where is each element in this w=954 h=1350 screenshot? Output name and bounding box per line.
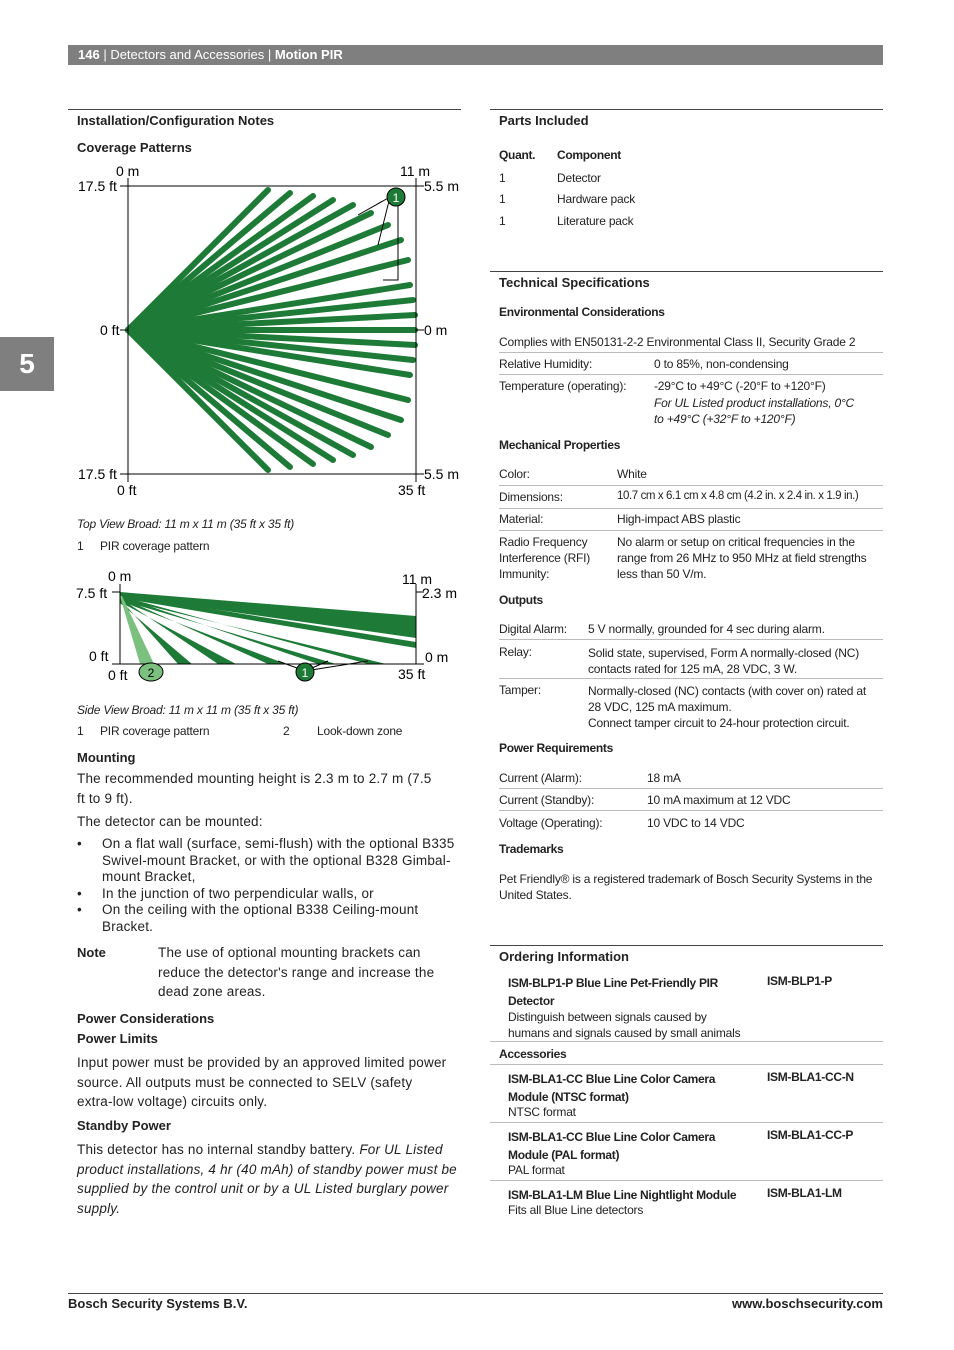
divider (490, 271, 883, 272)
spec-label: Material: (499, 512, 544, 526)
mounting-title: Mounting (77, 750, 136, 765)
order-name: ISM-BLA1-CC Blue Line Color Camera Module (PAL format) (508, 1130, 716, 1162)
label: 11 m (400, 163, 431, 179)
divider (490, 109, 883, 110)
spec-label: Relative Humidity: (499, 357, 593, 371)
page-header: 146 | Detectors and Accessories | Motion PIR (68, 45, 883, 65)
standby-text-italic: For UL Listed product installations, 4 hr (40 mAh) of standby power must be supplied by the control unit or by a UL Listed burglary power supply. (77, 1142, 457, 1216)
label: 0 m (116, 163, 140, 179)
marker-1-label: 1 (392, 191, 400, 205)
spec-label: Current (Alarm): (499, 771, 582, 785)
spec-value: -29°C to +49°C (-20°F to +120°F) (654, 379, 826, 393)
side-view-caption: Side View Broad: 11 m x 11 m (35 ft x 35 ft) (77, 703, 299, 717)
legend-num: 1 (77, 539, 84, 553)
spec-label: Temperature (operating): (499, 379, 627, 393)
label: 0 ft (89, 648, 109, 664)
spec-row (499, 770, 883, 789)
spec-value: Solid state, supervised, Form A normally-closed (NC) contacts rated for 125 mA, 28 VDC, 3 W. (588, 646, 860, 676)
note-label: Note (77, 945, 106, 960)
env-title: Environmental Considerations (499, 305, 665, 319)
spec-value: No alarm or setup on critical frequencies in the range from 26 MHz to 950 MHz at field strengths less than 50 V/m. (617, 535, 867, 581)
label: 5.5 m (424, 466, 460, 482)
order-desc: NTSC format (508, 1105, 576, 1119)
top-view-caption: Top View Broad: 11 m x 11 m (35 ft x 35 ft) (77, 517, 295, 531)
part-component: Hardware pack (557, 192, 636, 206)
footer-website[interactable]: www.boschsecurity.com (732, 1296, 883, 1311)
label: 17.5 ft (78, 178, 117, 194)
parts-header-component: Component (557, 148, 621, 162)
page-number: 146 (78, 47, 100, 62)
ordering-title: Ordering Information (499, 949, 629, 964)
part-component: Detector (557, 171, 601, 185)
trademarks-title: Trademarks (499, 842, 564, 856)
parts-header-quant: Quant. (499, 148, 536, 162)
mounting-text: The detector can be mounted: (77, 814, 263, 829)
order-code: ISM-BLA1-CC-N (767, 1070, 854, 1084)
trademarks-text: Pet Friendly® is a registered trademark of Bosch Security Systems in the United States. (499, 872, 873, 902)
header-product: Motion PIR (274, 47, 343, 62)
spec-row (499, 533, 883, 585)
spec-label: Voltage (Operating): (499, 816, 603, 830)
order-name: ISM-BLA1-LM Blue Line Nightlight Module (508, 1188, 737, 1202)
spec-label: Radio Frequency Interference (RFI) Immunity: (499, 535, 591, 581)
spec-value: 5 V normally, grounded for 4 sec during alarm. (588, 622, 825, 636)
part-quant: 1 (499, 214, 506, 228)
part-quant: 1 (499, 171, 506, 185)
legend-num: 1 (77, 724, 84, 738)
label: 17.5 ft (78, 466, 117, 482)
coverage-title: Coverage Patterns (77, 140, 192, 155)
order-row (490, 1127, 883, 1181)
beam (120, 592, 416, 638)
list-item: • On the ceiling with the optional B338 Ceiling-mount Bracket. (77, 902, 463, 935)
label: 11 m (402, 571, 433, 587)
order-desc: PAL format (508, 1163, 565, 1177)
legend-num: 2 (283, 724, 290, 738)
accessories-title: Accessories (490, 1047, 883, 1065)
legend-text: PIR coverage pattern (100, 539, 210, 553)
spec-row (499, 644, 883, 679)
spec-label: Tamper: (499, 683, 541, 697)
spec-label: Dimensions: (499, 490, 563, 504)
legend-text: PIR coverage pattern (100, 724, 210, 738)
spec-value: 10.7 cm x 6.1 cm x 4.8 cm (4.2 in. x 2.4 in. x 1.9 in.) (617, 490, 859, 502)
tech-title: Technical Specifications (499, 275, 650, 290)
power-limits-title: Power Limits (77, 1031, 158, 1046)
part-component: Literature pack (557, 214, 634, 228)
power-limits-text: Input power must be provided by an approved limited power source. All outputs must be connected to SELV (safety extra-low voltage) circuits only. (77, 1055, 447, 1109)
spec-value: 10 mA maximum at 12 VDC (647, 793, 791, 807)
label: 0 m (425, 649, 449, 665)
spec-row (499, 378, 883, 430)
part-quant: 1 (499, 192, 506, 206)
spec-row (499, 356, 883, 375)
label: 0 m (108, 568, 132, 584)
label: 0 ft (117, 482, 137, 498)
power-req-title: Power Requirements (499, 741, 613, 755)
spec-value: High-impact ABS plastic (617, 512, 741, 526)
marker-1-label: 1 (301, 666, 309, 680)
spec-row (499, 621, 883, 640)
order-desc: Fits all Blue Line detectors (508, 1203, 644, 1217)
divider (68, 109, 461, 110)
label: 35 ft (398, 666, 426, 682)
standby-text (77, 1140, 465, 1218)
spec-value: Normally-closed (NC) contacts (with cover on) rated at 28 VDC, 125 mA maximum. (588, 684, 866, 714)
spec-value: 0 to 85%, non-condensing (654, 357, 789, 371)
order-row (490, 973, 883, 1042)
legend-text: Look-down zone (317, 724, 403, 738)
parts-title: Parts Included (499, 113, 589, 128)
order-desc: Distinguish between signals caused by humans and signals caused by small animals (508, 1010, 741, 1040)
order-name: ISM-BLP1-P Blue Line Pet-Friendly PIR Detector (508, 976, 719, 1008)
order-code: ISM-BLA1-LM (767, 1186, 842, 1200)
spec-label: Current (Standby): (499, 793, 595, 807)
spec-row (499, 815, 883, 833)
top-view-diagram (68, 160, 468, 505)
list-item: • On a flat wall (surface, semi-flush) with the optional B335 Swivel-mount Bracket, or with the optional B328 Gimbal-mount Bracket, (77, 836, 463, 886)
spec-row (499, 792, 883, 811)
mounting-text: The recommended mounting height is 2.3 m to 2.7 m (7.5 ft to 9 ft). (77, 771, 432, 806)
env-complies: Complies with EN50131-2-2 Environmental Class II, Security Grade 2 (499, 335, 883, 353)
label: 35 ft (398, 482, 426, 498)
divider (490, 945, 883, 946)
note-text: The use of optional mounting brackets can reduce the detector's range and increase the dead zone areas. (158, 945, 435, 999)
label: 2.3 m (422, 585, 458, 601)
label: 5.5 m (424, 178, 460, 194)
order-name: ISM-BLA1-CC Blue Line Color Camera Module (NTSC format) (508, 1072, 716, 1104)
mech-title: Mechanical Properties (499, 438, 621, 452)
header-section: Detectors and Accessories (110, 47, 265, 62)
label: 0 ft (108, 667, 128, 683)
install-title: Installation/Configuration Notes (77, 113, 275, 128)
order-row (490, 1069, 883, 1123)
marker-2-label: 2 (147, 666, 155, 680)
chapter-tab: 5 (0, 337, 54, 391)
spec-value-2: Connect tamper circuit to 24-hour protection circuit. (588, 716, 850, 730)
standby-text-plain: This detector has no internal standby battery. (77, 1142, 356, 1157)
footer-divider (68, 1293, 883, 1294)
spec-value: 10 VDC to 14 VDC (647, 816, 745, 830)
spec-label: Relay: (499, 645, 532, 659)
side-view-diagram (68, 566, 468, 686)
power-title: Power Considerations (77, 1011, 215, 1026)
order-code: ISM-BLP1-P (767, 974, 833, 988)
standby-title: Standby Power (77, 1118, 171, 1133)
label: 0 ft (100, 322, 120, 338)
label: 0 m (424, 322, 448, 338)
spec-label: Digital Alarm: (499, 622, 567, 636)
mounting-options-list (77, 836, 463, 935)
order-code: ISM-BLA1-CC-P (767, 1128, 854, 1142)
spec-value: White (617, 467, 647, 481)
spec-value: 18 mA (647, 771, 681, 785)
spec-label: Color: (499, 467, 530, 481)
spec-row (499, 466, 883, 486)
label: 7.5 ft (76, 585, 108, 601)
spec-note: For UL Listed product installations, 0°C to +49°C (+32°F to +120°F) (654, 396, 855, 426)
list-item: • In the junction of two perpendicular walls, or (77, 886, 463, 903)
footer-company: Bosch Security Systems B.V. (68, 1296, 248, 1311)
outputs-title: Outputs (499, 593, 543, 607)
coverage-beams (128, 190, 415, 470)
order-row (490, 1185, 883, 1225)
spec-row (499, 489, 883, 509)
spec-row (499, 682, 883, 732)
spec-row (499, 511, 883, 531)
